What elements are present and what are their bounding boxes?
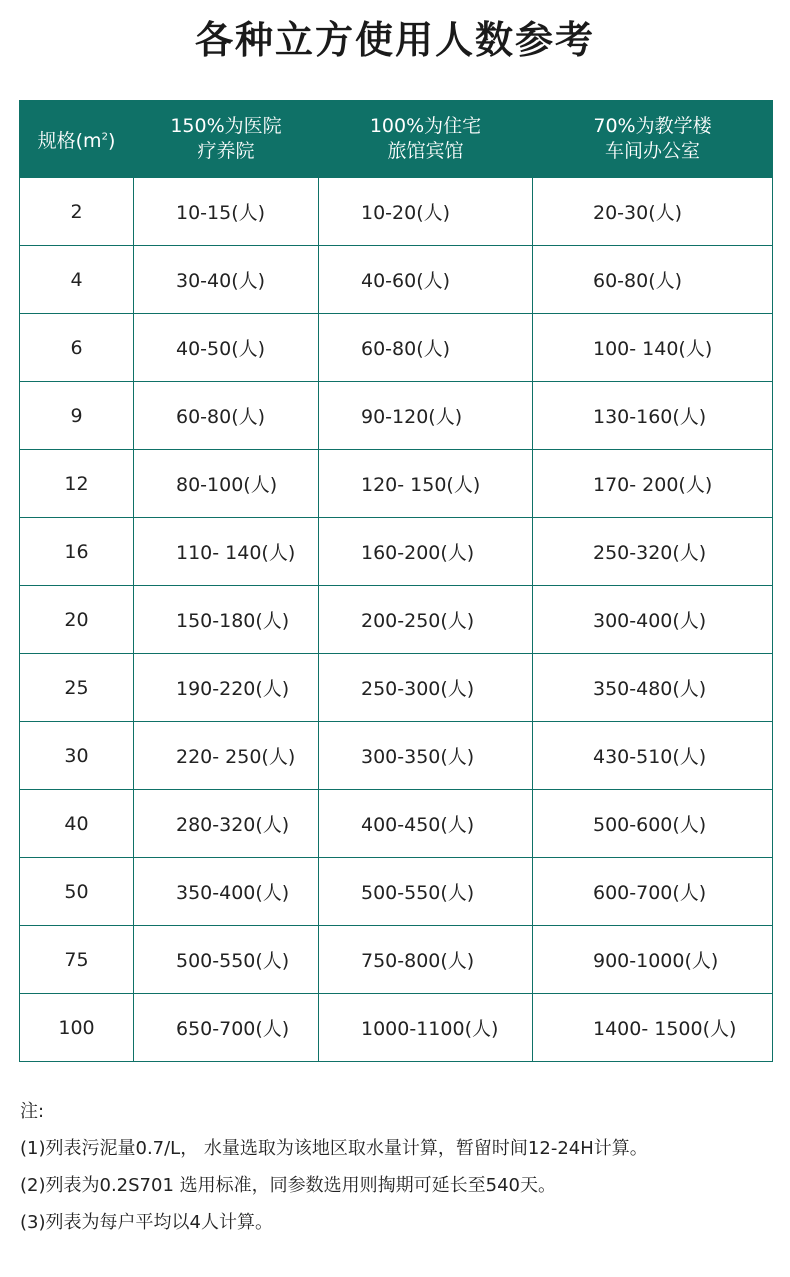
header-residential: 100%为住宅 旅馆宾馆 — [319, 101, 533, 178]
table-row — [20, 450, 773, 518]
cell-residential: 1000-1100(人) — [319, 994, 533, 1062]
table-row — [20, 586, 773, 654]
cell-hospital: 110- 140(人) — [134, 518, 319, 586]
cell-residential: 10-20(人) — [319, 178, 533, 246]
table-row — [20, 722, 773, 790]
cell-office: 900-1000(人) — [533, 926, 773, 994]
header-office: 70%为教学楼 车间办公室 — [533, 101, 773, 178]
cell-spec: 30 — [20, 722, 134, 790]
cell-office: 100- 140(人) — [533, 314, 773, 382]
table-row — [20, 654, 773, 722]
table-row — [20, 790, 773, 858]
cell-hospital: 650-700(人) — [134, 994, 319, 1062]
table-header-row — [20, 101, 773, 178]
table-row — [20, 382, 773, 450]
note-item-1: (1)列表污泥量0.7/L， 水量选取为该地区取水量计算，暂留时间12-24H计算。 — [20, 1138, 648, 1159]
cell-hospital: 10-15(人) — [134, 178, 319, 246]
cell-hospital: 280-320(人) — [134, 790, 319, 858]
notes-heading: 注: — [20, 1101, 45, 1122]
cell-hospital: 60-80(人) — [134, 382, 319, 450]
cell-residential: 90-120(人) — [319, 382, 533, 450]
cell-spec: 20 — [20, 586, 134, 654]
cell-hospital: 40-50(人) — [134, 314, 319, 382]
header-spec-label: 规格$(m^2)$ — [37, 129, 116, 152]
table-row — [20, 178, 773, 246]
cell-residential: 250-300(人) — [319, 654, 533, 722]
cell-spec: 100 — [20, 994, 134, 1062]
cell-spec: 40 — [20, 790, 134, 858]
cell-office: 60-80(人) — [533, 246, 773, 314]
cell-hospital: 80-100(人) — [134, 450, 319, 518]
cell-residential: 120- 150(人) — [319, 450, 533, 518]
cell-residential: 300-350(人) — [319, 722, 533, 790]
table-row — [20, 926, 773, 994]
cell-hospital: 350-400(人) — [134, 858, 319, 926]
table-row — [20, 518, 773, 586]
cell-office: 300-400(人) — [533, 586, 773, 654]
cell-office: 600-700(人) — [533, 858, 773, 926]
cell-office: 1400- 1500(人) — [533, 994, 773, 1062]
table-row — [20, 314, 773, 382]
cell-residential: 200-250(人) — [319, 586, 533, 654]
cell-residential: 750-800(人) — [319, 926, 533, 994]
capacity-table — [19, 100, 773, 1062]
cell-spec: 25 — [20, 654, 134, 722]
table-row — [20, 994, 773, 1062]
cell-spec: 50 — [20, 858, 134, 926]
cell-office: 130-160(人) — [533, 382, 773, 450]
cell-residential: 400-450(人) — [319, 790, 533, 858]
cell-spec: 16 — [20, 518, 134, 586]
notes-section — [20, 1093, 780, 1241]
cell-residential: 160-200(人) — [319, 518, 533, 586]
cell-spec: 9 — [20, 382, 134, 450]
cell-spec: 12 — [20, 450, 134, 518]
page-title: 各种立方使用人数参考 — [194, 18, 595, 62]
cell-hospital: 30-40(人) — [134, 246, 319, 314]
cell-hospital: 190-220(人) — [134, 654, 319, 722]
cell-office: 500-600(人) — [533, 790, 773, 858]
header-spec — [20, 101, 134, 178]
cell-spec: 6 — [20, 314, 134, 382]
cell-office: 350-480(人) — [533, 654, 773, 722]
cell-hospital: 150-180(人) — [134, 586, 319, 654]
table-row — [20, 246, 773, 314]
note-item-3: (3)列表为每户平均以4人计算。 — [20, 1212, 273, 1233]
cell-office: 250-320(人) — [533, 518, 773, 586]
cell-residential: 60-80(人) — [319, 314, 533, 382]
cell-spec: 2 — [20, 178, 134, 246]
cell-residential: 40-60(人) — [319, 246, 533, 314]
cell-hospital: 500-550(人) — [134, 926, 319, 994]
cell-office: 430-510(人) — [533, 722, 773, 790]
cell-spec: 75 — [20, 926, 134, 994]
table-row — [20, 858, 773, 926]
cell-residential: 500-550(人) — [319, 858, 533, 926]
cell-hospital: 220- 250(人) — [134, 722, 319, 790]
cell-office: 170- 200(人) — [533, 450, 773, 518]
cell-office: 20-30(人) — [533, 178, 773, 246]
cell-spec: 4 — [20, 246, 134, 314]
note-item-2: (2)列表为0.2S701 选用标准，同参数选用则掏期可延长至540天。 — [20, 1175, 556, 1196]
header-hospital: 150%为医院 疗养院 — [134, 101, 319, 178]
